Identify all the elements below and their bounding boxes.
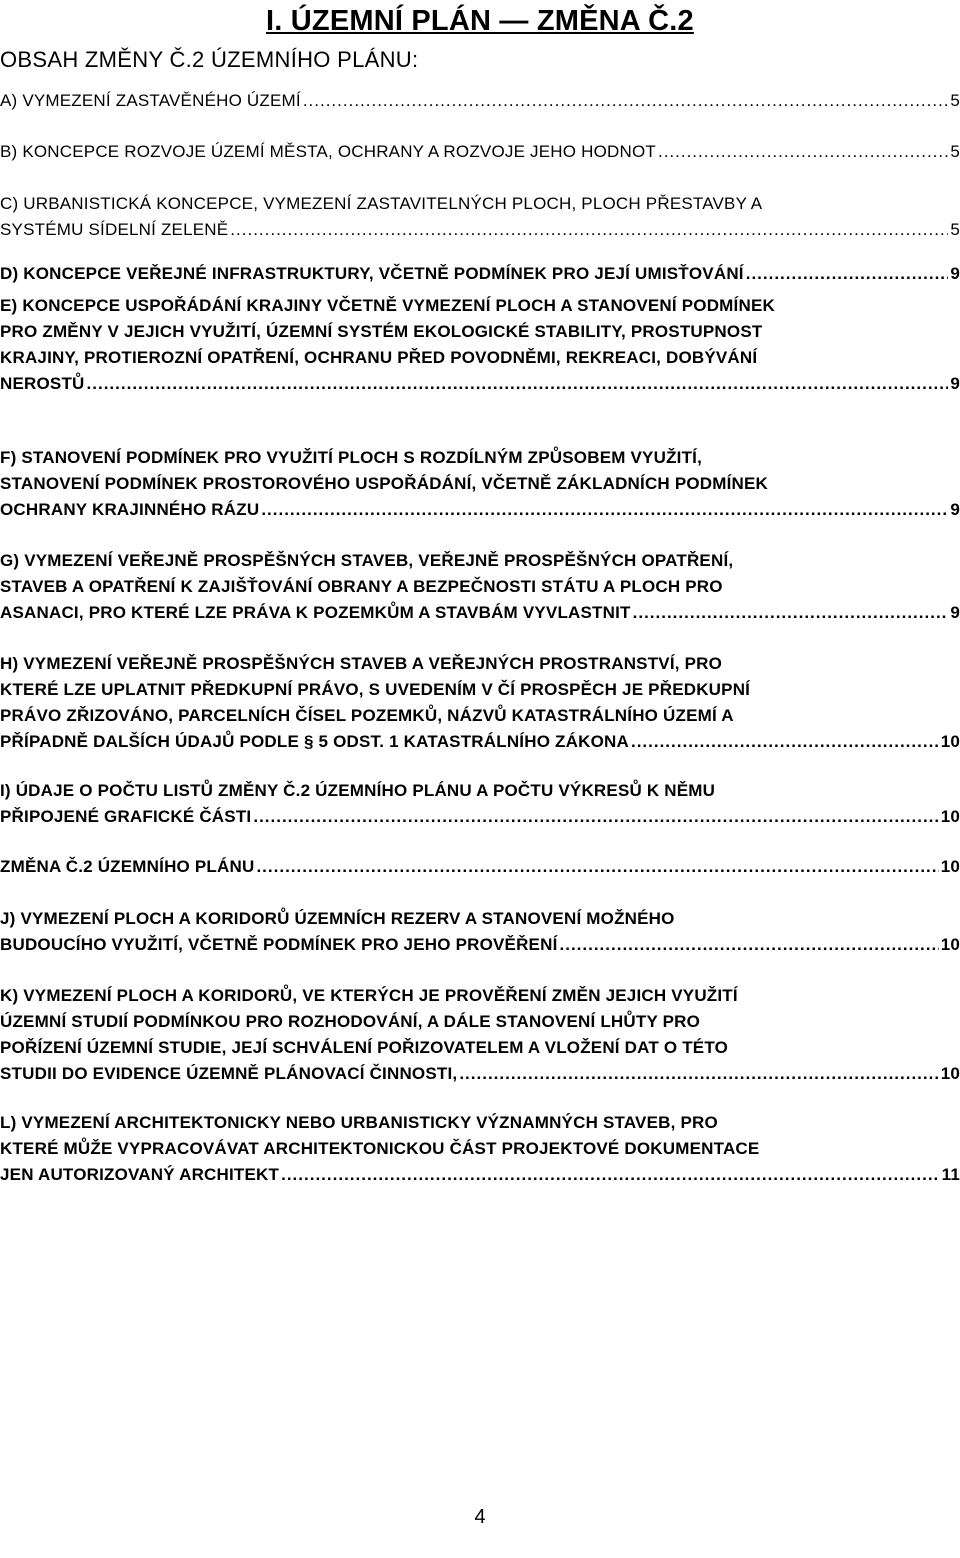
toc-heading: OBSAH ZMĚNY Č.2 ÚZEMNÍHO PLÁNU: [0,47,419,72]
toc-entry-page: 10 [940,857,960,876]
toc-entry-last-line [0,1061,960,1087]
toc-entry-last-line [0,88,960,114]
toc-entry[interactable] [0,548,960,626]
dot-leader [87,371,949,397]
toc-entry[interactable] [0,778,960,830]
toc-entry-line: PRO ZMĚNY V JEJICH VYUŽITÍ, ÚZEMNÍ SYSTÉM EKOLOGICKÉ STABILITY, PROSTUPNOST [0,322,763,341]
toc-entry-last-line [0,600,960,626]
dot-leader [459,1061,938,1087]
toc-entry-title: SYSTÉMU SÍDELNÍ ZELENĚ [0,220,229,239]
toc-entry-page: 9 [950,603,960,622]
toc-entry-line: STAVEB A OPATŘENÍ K ZAJIŠŤOVÁNÍ OBRANY A BEZPEČNOSTI STÁTU A PLOCH PRO [0,577,723,596]
dot-leader [631,729,939,755]
toc-entry-line: KTERÉ LZE UPLATNIT PŘEDKUPNÍ PRÁVO, S UVEDENÍM V ČÍ PROSPĚCH JE PŘEDKUPNÍ [0,680,751,699]
page-number: 4 [474,1506,486,1528]
toc-entry-line: J) VYMEZENÍ PLOCH A KORIDORŮ ÚZEMNÍCH REZERV A STANOVENÍ MOŽNÉHO [0,909,675,928]
toc-entry-page: 10 [940,935,960,954]
document-title: I. ÚZEMNÍ PLÁN — ZMĚNA Č.2 [266,5,694,37]
dot-leader [281,1162,940,1188]
toc-entry-line: E) KONCEPCE USPOŘÁDÁNÍ KRAJINY VČETNĚ VYMEZENÍ PLOCH A STANOVENÍ PODMÍNEK [0,296,775,315]
toc-entry-title: JEN AUTORIZOVANÝ ARCHITEKT [0,1165,280,1184]
toc-entry[interactable] [0,906,960,958]
toc-entry-title: ASANACI, PRO KTERÉ LZE PRÁVA K POZEMKŮM A STAVBÁM VYVLASTNIT [0,603,631,622]
toc-entry-last-line [0,1162,960,1188]
toc-entry-title: STUDII DO EVIDENCE ÚZEMNĚ PLÁNOVACÍ ČINNOSTI, [0,1064,458,1083]
toc-entry-line: POŘÍZENÍ ÚZEMNÍ STUDIE, JEJÍ SCHVÁLENÍ POŘIZOVATELEM A VLOŽENÍ DAT O TÉTO [0,1038,729,1057]
toc-entry-title: OCHRANY KRAJINNÉHO RÁZU [0,500,260,519]
dot-leader [746,261,949,287]
toc-entry-line: STANOVENÍ PODMÍNEK PROSTOROVÉHO USPOŘÁDÁNÍ, VČETNĚ ZÁKLADNÍCH PODMÍNEK [0,474,769,493]
dot-leader [633,600,949,626]
toc-entry-line: ÚZEMNÍ STUDIÍ PODMÍNKOU PRO ROZHODOVÁNÍ, A DÁLE STANOVENÍ LHŮTY PRO [0,1012,701,1031]
toc-entry-page: 5 [950,91,960,110]
toc-entry-line: C) URBANISTICKÁ KONCEPCE, VYMEZENÍ ZASTAVITELNÝCH PLOCH, PLOCH PŘESTAVBY A [0,194,763,213]
toc-entry-line: I) ÚDAJE O POČTU LISTŮ ZMĚNY Č.2 ÚZEMNÍHO PLÁNU A POČTU VÝKRESŮ K NĚMU [0,781,716,800]
toc-entry[interactable] [0,445,960,523]
toc-entry-last-line [0,729,960,755]
toc-entry[interactable] [0,191,960,243]
toc-entry-page: 10 [940,732,960,751]
toc-entry-page: 9 [950,500,960,519]
toc-entry-line: PRÁVO ZŘIZOVÁNO, PARCELNÍCH ČÍSEL POZEMKŮ, NÁZVŮ KATASTRÁLNÍHO ÚZEMÍ A [0,706,734,725]
dot-leader [230,217,948,243]
toc-entry-title: D) KONCEPCE VEŘEJNÉ INFRASTRUKTURY, VČETNĚ PODMÍNEK PRO JEJÍ UMISŤOVÁNÍ [0,264,744,283]
toc-entry-last-line [0,217,960,243]
toc-entry-last-line [0,261,960,287]
dot-leader [256,854,938,880]
toc-entry-title: ZMĚNA Č.2 ÚZEMNÍHO PLÁNU [0,857,255,876]
toc-entry-page: 11 [941,1165,960,1184]
toc-entry-page: 5 [950,220,960,239]
toc-entry-title: PŘIPOJENÉ GRAFICKÉ ČÁSTI [0,807,252,826]
toc-entry[interactable] [0,651,960,755]
toc-entry-title: A) VYMEZENÍ ZASTAVĚNÉHO ÚZEMÍ [0,91,301,110]
toc-entry-last-line [0,497,960,523]
toc-entry-line: K) VYMEZENÍ PLOCH A KORIDORŮ, VE KTERÝCH JE PROVĚŘENÍ ZMĚN JEJICH VYUŽITÍ [0,986,738,1005]
dot-leader [658,139,948,165]
toc-entry[interactable] [0,293,960,397]
toc-entry-last-line [0,804,960,830]
toc-entry-page: 10 [940,1064,960,1083]
toc-entry-last-line [0,854,960,880]
toc-entry[interactable] [0,261,960,287]
toc-entry-line: L) VYMEZENÍ ARCHITEKTONICKY NEBO URBANISTICKY VÝZNAMNÝCH STAVEB, PRO [0,1113,718,1132]
toc-entry-title: NEROSTŮ [0,374,85,393]
toc-entry[interactable] [0,88,960,114]
toc-entry-page: 9 [950,374,960,393]
toc-entry-line: F) STANOVENÍ PODMÍNEK PRO VYUŽITÍ PLOCH S ROZDÍLNÝM ZPŮSOBEM VYUŽITÍ, [0,448,703,467]
toc-entry-page: 9 [950,264,960,283]
toc-entry-title: PŘÍPADNĚ DALŠÍCH ÚDAJŮ PODLE § 5 ODST. 1 KATASTRÁLNÍHO ZÁKONA [0,732,629,751]
toc-entry-last-line [0,371,960,397]
dot-leader [560,932,939,958]
dot-leader [303,88,949,114]
toc-entry[interactable] [0,983,960,1087]
toc-entry[interactable] [0,139,960,165]
toc-entry-last-line [0,932,960,958]
toc-entry-line: KTERÉ MŮŽE VYPRACOVÁVAT ARCHITEKTONICKOU ČÁST PROJEKTOVÉ DOKUMENTACE [0,1139,760,1158]
toc-entry-page: 10 [940,807,960,826]
toc-entry[interactable] [0,854,960,880]
toc-entry-line: H) VYMEZENÍ VEŘEJNĚ PROSPĚŠNÝCH STAVEB A VEŘEJNÝCH PROSTRANSTVÍ, PRO [0,654,723,673]
toc-entry-title: BUDOUCÍHO VYUŽITÍ, VČETNĚ PODMÍNEK PRO JEHO PROVĚŘENÍ [0,935,558,954]
toc-entry-title: B) KONCEPCE ROZVOJE ÚZEMÍ MĚSTA, OCHRANY A ROZVOJE JEHO HODNOT [0,142,656,161]
toc-entry-line: G) VYMEZENÍ VEŘEJNĚ PROSPĚŠNÝCH STAVEB, VEŘEJNĚ PROSPĚŠNÝCH OPATŘENÍ, [0,551,734,570]
toc-entry-last-line [0,139,960,165]
toc-entry-page: 5 [950,142,960,161]
toc-entry[interactable] [0,1110,960,1188]
dot-leader [253,804,938,830]
dot-leader [261,497,948,523]
toc-entry-line: KRAJINY, PROTIEROZNÍ OPATŘENÍ, OCHRANU PŘED POVODNĚMI, REKREACI, DOBÝVÁNÍ [0,348,758,367]
